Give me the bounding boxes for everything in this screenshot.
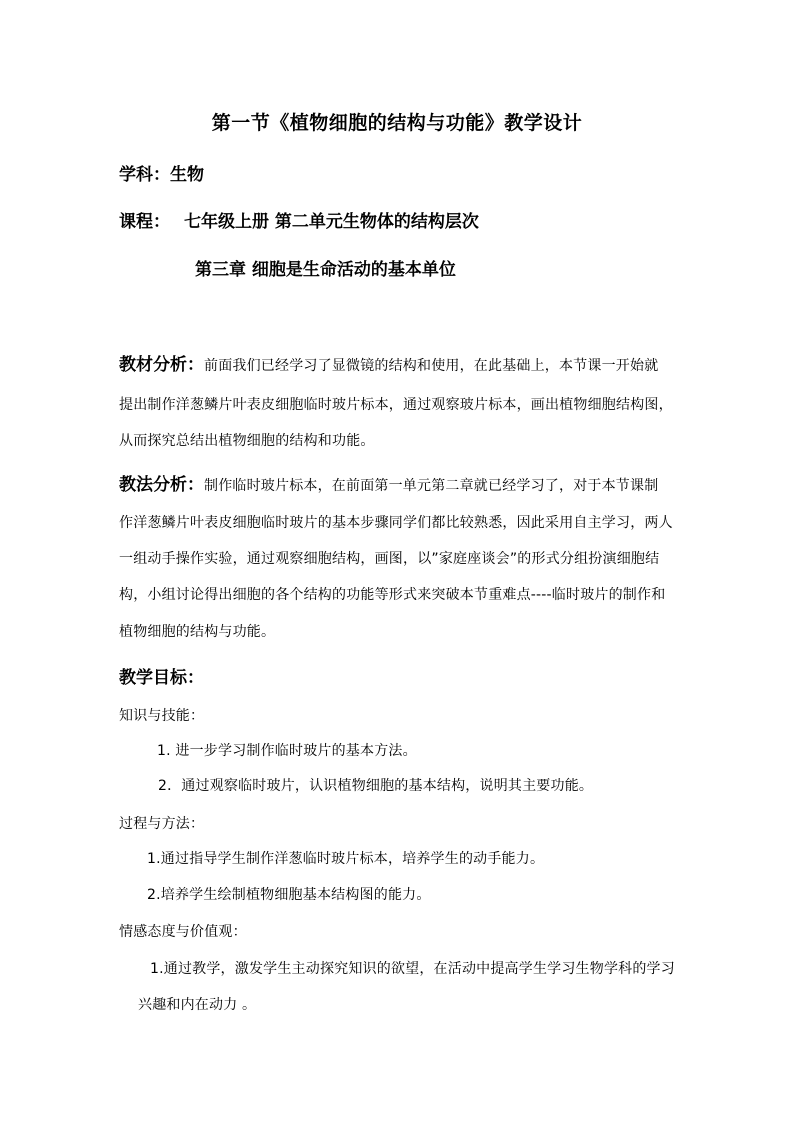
- emotion-label: 情感态度与价值观：: [119, 924, 247, 940]
- material-analysis-text-3: 从而探究总结出植物细胞的结构和功能。: [119, 433, 375, 449]
- material-analysis-text-1: 前面我们已经学习了显微镜的结构和使用，在此基础上，本节课一开始就: [204, 358, 659, 374]
- objectives-heading: 教学目标：: [119, 668, 204, 688]
- material-analysis-line-1: [119, 350, 658, 375]
- method-analysis-line-1: [119, 470, 658, 495]
- subject-value: 生物: [170, 165, 204, 185]
- emotion-item-1: 1.通过教学，激发学生主动探究知识的欲望，在活动中提高学生学习生物学科的学习: [150, 961, 675, 977]
- knowledge-item-1: 1. 进一步学习制作临时玻片的基本方法。: [157, 743, 417, 759]
- material-analysis-label: 教材分析：: [119, 355, 204, 375]
- subject-label: 学科：: [119, 165, 170, 185]
- process-item-2: 2.培养学生绘制植物细胞基本结构图的能力。: [147, 887, 431, 903]
- process-item-1: 1.通过指导学生制作洋葱临时玻片标本，培养学生的动手能力。: [147, 851, 545, 867]
- knowledge-label: 知识与技能：: [119, 708, 205, 724]
- course-value-1: 七年级上册 第二单元生物体的结构层次: [184, 212, 479, 232]
- material-analysis-text-2: 提出制作洋葱鳞片叶表皮细胞临时玻片标本，通过观察玻片标本，画出植物细胞结构图，: [119, 397, 673, 413]
- method-analysis-text-5: 植物细胞的结构与功能。: [119, 624, 276, 640]
- method-analysis-text-1: 制作临时玻片标本，在前面第一单元第二章就已经学习了，对于本节课制: [204, 478, 659, 494]
- course-line-2: 第三章 细胞是生命活动的基本单位: [195, 260, 456, 280]
- course-line-1: [119, 207, 479, 232]
- document-title: 第一节《植物细胞的结构与功能》教学设计: [211, 112, 583, 134]
- method-analysis-label: 教法分析：: [119, 475, 204, 495]
- course-label: 课程：: [119, 212, 170, 232]
- subject-line: [119, 160, 204, 185]
- emotion-item-2: 兴趣和内在动力 。: [138, 997, 257, 1013]
- method-analysis-text-2: 作洋葱鳞片叶表皮细胞临时玻片的基本步骤同学们都比较熟悉，因此采用自主学习，两人: [119, 515, 673, 531]
- knowledge-item-2: 2．通过观察临时玻片，认识植物细胞的基本结构，说明其主要功能。: [158, 778, 594, 794]
- method-analysis-text-4: 构，小组讨论得出细胞的各个结构的功能等形式来突破本节重难点----临时玻片的制作和: [119, 587, 666, 603]
- method-analysis-text-3: 一组动手操作实验，通过观察细胞结构，画图，以”家庭座谈会”的形式分组扮演细胞结: [119, 551, 660, 567]
- process-label: 过程与方法：: [119, 816, 205, 832]
